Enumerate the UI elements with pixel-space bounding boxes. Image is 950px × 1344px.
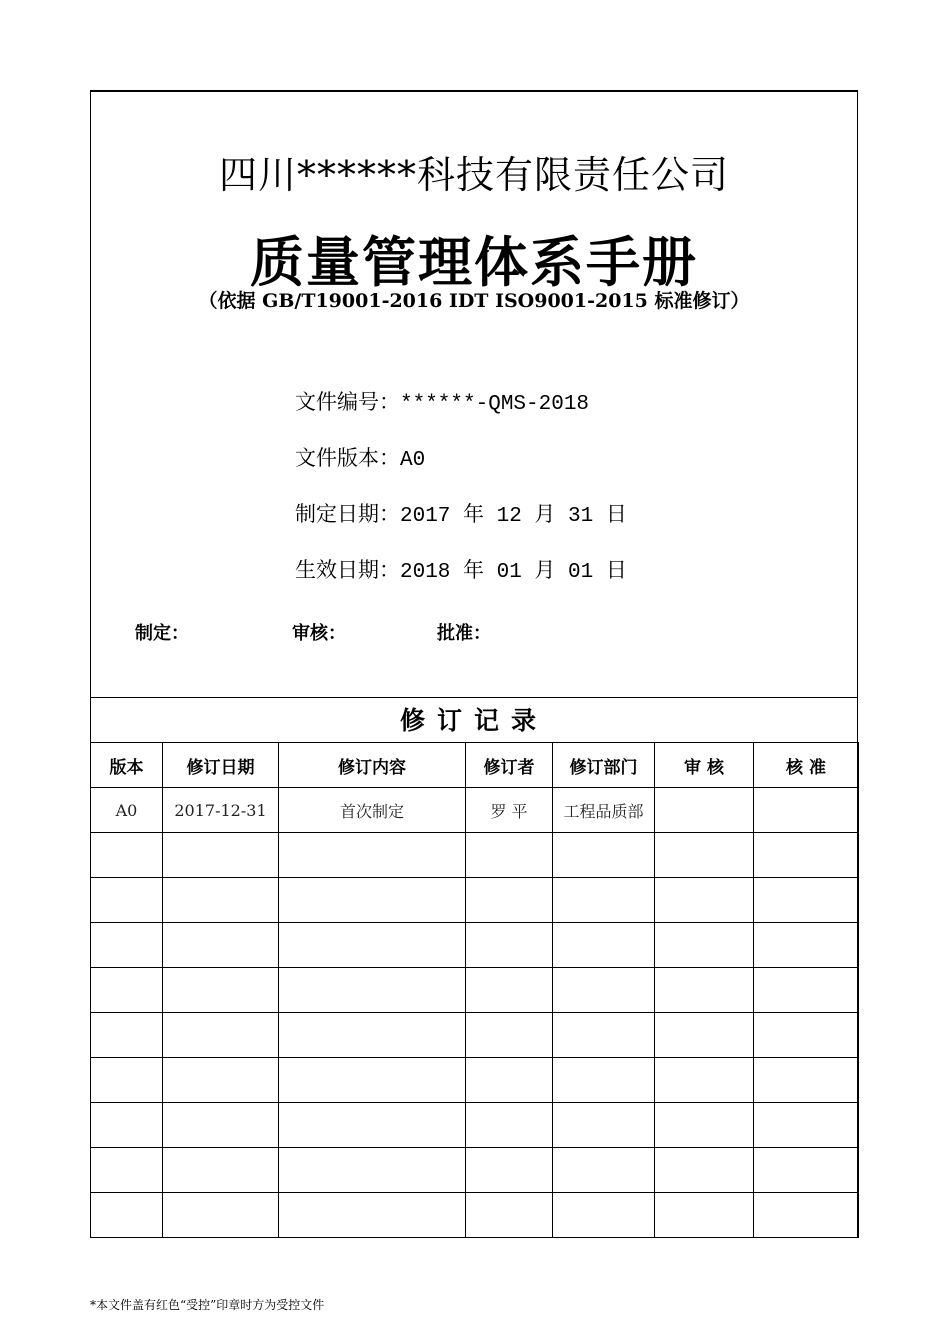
table-cell: [466, 833, 553, 878]
table-cell: [655, 878, 754, 923]
table-row: [91, 923, 859, 968]
table-cell: [279, 878, 466, 923]
document-frame: [90, 90, 858, 1238]
meta-value: ******-QMS-2018: [400, 393, 590, 416]
approved-by-label: 批准：: [437, 623, 491, 644]
table-cell: [279, 923, 466, 968]
table-row: [91, 1193, 859, 1238]
col-header-version: 版本: [91, 743, 163, 788]
table-cell: [91, 1148, 163, 1193]
meta-value: A0: [400, 449, 426, 472]
table-cell: [279, 968, 466, 1013]
table-cell: [655, 1148, 754, 1193]
table-cell: [91, 1058, 163, 1103]
table-cell: [91, 1193, 163, 1238]
table-row: [91, 1058, 859, 1103]
prepared-by-label: 制定：: [135, 623, 189, 644]
col-header-reviewer: 审 核: [655, 743, 754, 788]
table-cell: [655, 833, 754, 878]
table-cell: [553, 1193, 655, 1238]
table-cell: [91, 1013, 163, 1058]
table-cell: [466, 968, 553, 1013]
table-cell: [163, 1058, 279, 1103]
col-header-reviser: 修订者: [466, 743, 553, 788]
table-cell: [466, 1013, 553, 1058]
table-cell: [163, 923, 279, 968]
table-row: [91, 878, 859, 923]
table-cell: [466, 1103, 553, 1148]
meta-label: 文件版本：: [295, 446, 400, 470]
table-cell: [91, 1103, 163, 1148]
col-header-revision-date: 修订日期: [163, 743, 279, 788]
table-cell: [754, 923, 859, 968]
table-cell: [279, 1013, 466, 1058]
table-row: [91, 1103, 859, 1148]
table-cell: [553, 1058, 655, 1103]
meta-created-date: [295, 500, 627, 556]
table-cell: [754, 968, 859, 1013]
table-row: [91, 1013, 859, 1058]
table-cell: [466, 1148, 553, 1193]
meta-effective-date: [295, 556, 627, 612]
table-cell: [163, 968, 279, 1013]
table-cell: [655, 968, 754, 1013]
table-cell: [655, 1103, 754, 1148]
document-meta: [295, 388, 627, 612]
table-row: [91, 1148, 859, 1193]
table-cell: [163, 1103, 279, 1148]
table-cell: [466, 1058, 553, 1103]
revision-record-title: 修订记录: [91, 697, 857, 743]
table-cell: [91, 878, 163, 923]
table-cell: A0: [91, 788, 163, 833]
table-cell: [279, 833, 466, 878]
table-cell: [754, 833, 859, 878]
table-cell: [279, 1148, 466, 1193]
table-cell: [553, 923, 655, 968]
table-cell: [91, 833, 163, 878]
table-cell: [466, 923, 553, 968]
table-cell: [754, 788, 859, 833]
table-cell: [163, 1013, 279, 1058]
revision-header-row: [91, 743, 859, 788]
company-name: 四川******科技有限责任公司: [218, 153, 729, 197]
meta-label: 生效日期：: [295, 558, 400, 582]
table-cell: [553, 1013, 655, 1058]
table-cell: [754, 878, 859, 923]
table-cell: [163, 1193, 279, 1238]
revision-table: [90, 742, 859, 1238]
standard-basis: （依据 GB/T19001-2016 IDT ISO9001-2015 标准修订）: [198, 290, 750, 312]
table-cell: [163, 878, 279, 923]
table-row: [91, 788, 859, 833]
table-cell: [754, 1058, 859, 1103]
table-cell: 首次制定: [279, 788, 466, 833]
table-cell: [91, 968, 163, 1013]
table-cell: [91, 923, 163, 968]
table-cell: [163, 833, 279, 878]
table-cell: [655, 1058, 754, 1103]
table-cell: 2017-12-31: [163, 788, 279, 833]
meta-label: 文件编号：: [295, 390, 400, 414]
col-header-revision-content: 修订内容: [279, 743, 466, 788]
meta-value: 2018 年 01 月 01 日: [400, 561, 627, 584]
col-header-approver: 核 准: [754, 743, 859, 788]
table-cell: [553, 878, 655, 923]
table-cell: [655, 923, 754, 968]
table-cell: [553, 968, 655, 1013]
table-cell: [655, 1193, 754, 1238]
table-cell: [655, 788, 754, 833]
meta-doc-version: [295, 444, 627, 500]
table-cell: [466, 1193, 553, 1238]
table-row: [91, 833, 859, 878]
control-footnote: *本文件盖有红色“受控”印章时方为受控文件: [90, 1298, 325, 1312]
table-cell: [279, 1058, 466, 1103]
table-cell: 罗 平: [466, 788, 553, 833]
table-cell: [279, 1193, 466, 1238]
table-cell: [553, 1103, 655, 1148]
document-title: 质量管理体系手册: [250, 230, 698, 294]
meta-value: 2017 年 12 月 31 日: [400, 505, 627, 528]
table-cell: [754, 1193, 859, 1238]
table-cell: [163, 1148, 279, 1193]
meta-doc-number: [295, 388, 627, 444]
reviewed-by-label: 审核：: [292, 623, 346, 644]
col-header-department: 修订部门: [553, 743, 655, 788]
table-row: [91, 968, 859, 1013]
meta-label: 制定日期：: [295, 502, 400, 526]
table-cell: [655, 1013, 754, 1058]
table-cell: [553, 833, 655, 878]
table-cell: [466, 878, 553, 923]
table-cell: [754, 1103, 859, 1148]
table-cell: 工程品质部: [553, 788, 655, 833]
table-cell: [553, 1148, 655, 1193]
table-cell: [754, 1148, 859, 1193]
table-cell: [279, 1103, 466, 1148]
table-cell: [754, 1013, 859, 1058]
